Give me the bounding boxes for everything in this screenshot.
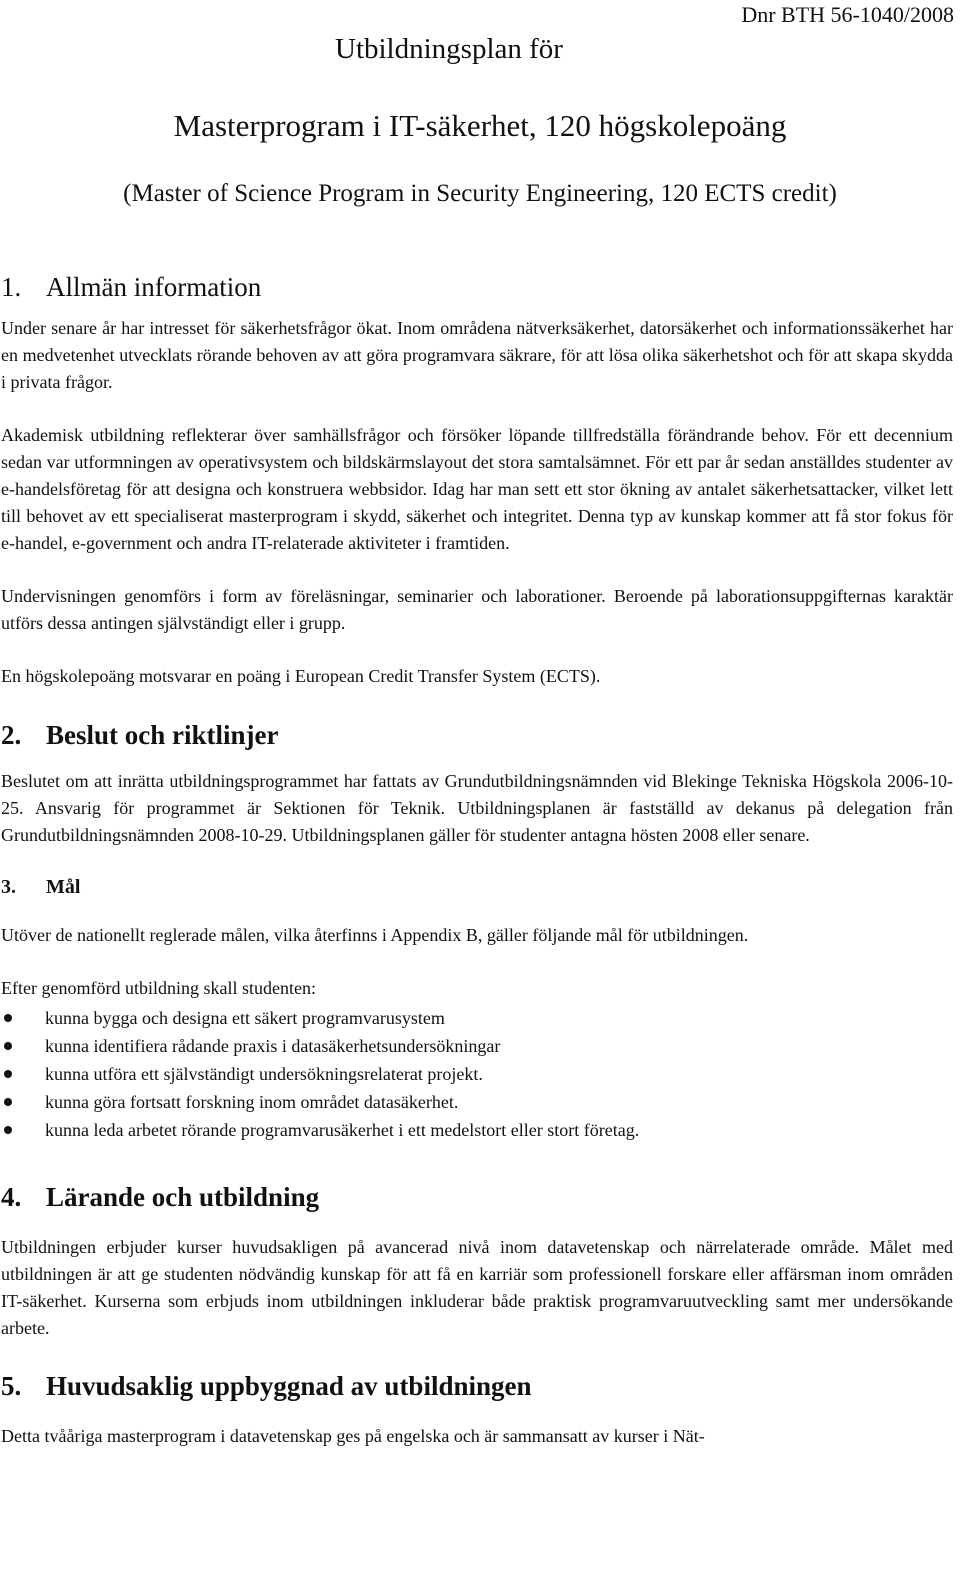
section-2-paragraph-1: Beslutet om att inrätta utbildningsprogrammet har fattats av Grundutbildningsnämnden vid Blekinge Tekniska Högskola 2006-10-25. Ansvarig för programmet är Sektionen för Teknik. Utbildningsplanen är fastställd av dekanus på delegation från Grundutbildningsnämnden 2008-10-29. Utbildningsplanen gäller för studenter antagna hösten 2008 eller senare.	[1, 771, 953, 845]
section-4-heading	[1, 1180, 953, 1214]
goal-text: kunna bygga och designa ett säkert programvarusystem	[45, 1008, 445, 1028]
goal-list-item	[1, 1116, 953, 1144]
section-3-heading	[1, 874, 953, 900]
section-4-paragraph-1: Utbildningen erbjuder kurser huvudsakligen på avancerad nivå inom datavetenskap och närrelaterade område. Målet med utbildningen är att ge studenten nödvändig kunskap för att få en karriär som professionell forskare eller affärsman inom områden IT-säkerhet. Kurserna som erbjuds inom utbildningen inkluderar både praktisk programvaruutveckling samt mer undersökande arbete.	[1, 1237, 953, 1338]
goal-text: kunna identifiera rådande praxis i datasäkerhetsundersökningar	[45, 1036, 501, 1056]
program-title: Masterprogram i IT-säkerhet, 120 högskolepoäng	[173, 108, 787, 143]
section-5-number: 5.	[1, 1371, 22, 1401]
section-5-paragraph-1: Detta tvååriga masterprogram i datavetenskap ges på engelska och är sammansatt av kurser i Nät-	[1, 1426, 705, 1446]
goal-list-item	[1, 1032, 953, 1060]
bullet-icon	[4, 1070, 12, 1078]
goals-list	[1, 1004, 953, 1144]
section-3-paragraph-1: Utöver de nationellt reglerade målen, vilka återfinns i Appendix B, gäller följande mål för utbildningen.	[1, 925, 749, 945]
section-4-title: Lärande och utbildning	[46, 1182, 320, 1212]
goal-list-item	[1, 1088, 953, 1116]
goal-text: kunna leda arbetet rörande programvarusäkerhet i ett medelstort eller stort företag.	[45, 1120, 640, 1140]
section-1-paragraph-3: Undervisningen genomförs i form av föreläsningar, seminarier och laborationer. Beroende på laborationsuppgifternas karaktär utförs dessa antingen självständigt eller i grupp.	[1, 586, 953, 633]
goal-text: kunna göra fortsatt forskning inom området datasäkerhet.	[45, 1092, 459, 1112]
bullet-icon	[4, 1014, 12, 1022]
section-3-title: Mål	[46, 876, 81, 898]
program-subtitle: (Master of Science Program in Security Engineering, 120 ECTS credit)	[123, 180, 837, 207]
goal-list-item	[1, 1060, 953, 1088]
document-reference-number: Dnr BTH 56-1040/2008	[741, 2, 954, 27]
document-body	[1, 262, 953, 1450]
goal-text: kunna utföra ett självständigt undersökningsrelaterat projekt.	[45, 1064, 483, 1084]
bullet-icon	[4, 1042, 12, 1050]
section-2-title: Beslut och riktlinjer	[46, 720, 279, 750]
section-1-paragraph-1: Under senare år har intresset för säkerhetsfrågor ökat. Inom områdena nätverksäkerhet, datorsäkerhet och informationssäkerhet har en medvetenhet utvecklats rörande behoven av att göra programvara säkrare, för att lösa olika säkerhetshot och för att skapa skydda i privata frågor.	[1, 318, 953, 392]
section-4-number: 4.	[1, 1182, 22, 1212]
section-5-heading	[1, 1369, 953, 1403]
section-1-title: Allmän information	[46, 272, 262, 302]
bullet-icon	[4, 1126, 12, 1134]
section-1-paragraph-4: En högskolepoäng motsvarar en poäng i European Credit Transfer System (ECTS).	[1, 666, 601, 686]
section-1-heading	[1, 270, 953, 304]
document-title: Utbildningsplan för	[335, 33, 563, 65]
goal-list-item	[1, 1004, 953, 1032]
section-1-paragraph-2: Akademisk utbildning reflekterar över samhällsfrågor och försöker löpande tillfredställa förändrande behov. För ett decennium sedan var utformningen av operativsystem och bildskärmslayout det stora samtalsämnet. För ett par år sedan anställdes studenter av e-handelsföretag för att designa och konstruera webbsidor. Idag har man sett ett stor ökning av antalet säkerhetsattacker, vilket lett till behovet av ett specialiserat masterprogram i skydd, säkerhet och integritet. Denna typ av kunskap kommer att få stor fokus för e-handel, e-government och andra IT-relaterade aktiviteter i framtiden.	[1, 425, 953, 553]
bullet-icon	[4, 1098, 12, 1106]
section-3-paragraph-2: Efter genomförd utbildning skall studenten:	[1, 978, 316, 998]
section-3-number: 3.	[1, 876, 16, 898]
section-2-heading	[1, 718, 953, 752]
section-1-number: 1.	[1, 272, 22, 302]
section-5-title: Huvudsaklig uppbyggnad av utbildningen	[46, 1371, 532, 1401]
section-2-number: 2.	[1, 720, 22, 750]
